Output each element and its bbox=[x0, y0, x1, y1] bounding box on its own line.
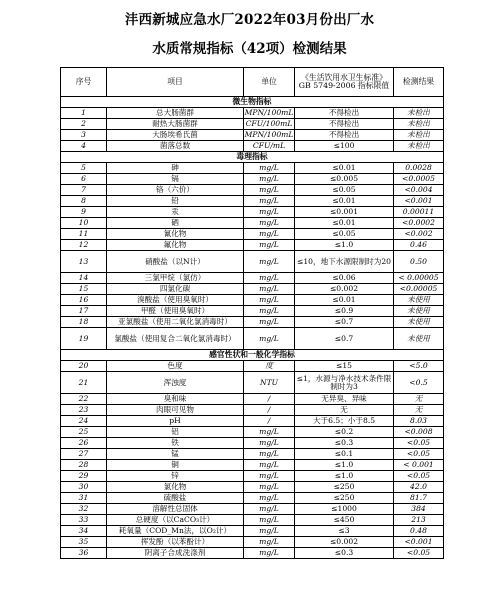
row-limit: ≤0.7 bbox=[295, 317, 394, 328]
row-result: 未检出 bbox=[394, 141, 444, 152]
row-limit: ≤450 bbox=[295, 515, 394, 526]
row-unit: NTU bbox=[244, 372, 295, 394]
row-limit: ≤0.9 bbox=[295, 306, 394, 317]
header-no: 序号 bbox=[61, 68, 107, 97]
row-result: 8.03 bbox=[394, 416, 444, 427]
row-limit: ≤0.06 bbox=[295, 273, 394, 284]
row-no: 19 bbox=[61, 328, 107, 350]
report-subtitle: 水质常规指标（42项）检测结果 bbox=[152, 41, 347, 57]
table-row bbox=[61, 240, 444, 251]
table-row bbox=[61, 108, 444, 119]
row-item: 锌 bbox=[107, 471, 244, 482]
row-unit: mg/L bbox=[244, 317, 295, 328]
table-row bbox=[61, 515, 444, 526]
table-row bbox=[61, 372, 444, 394]
row-limit: ≤0.01 bbox=[295, 163, 394, 174]
table-row bbox=[61, 361, 444, 372]
row-no: 18 bbox=[61, 317, 107, 328]
row-no: 23 bbox=[61, 405, 107, 416]
row-item: 镉 bbox=[107, 174, 244, 185]
row-result: 未检出 bbox=[394, 130, 444, 141]
row-limit: ≤250 bbox=[295, 493, 394, 504]
row-unit: mg/L bbox=[244, 515, 295, 526]
row-unit: mg/L bbox=[244, 229, 295, 240]
row-unit: mg/L bbox=[244, 174, 295, 185]
section-title: 感官性状和一般化学指标 bbox=[61, 350, 444, 361]
row-item: 浑浊度 bbox=[107, 372, 244, 394]
row-unit: CFU/mL bbox=[244, 141, 295, 152]
table-row bbox=[61, 405, 444, 416]
table-row bbox=[61, 174, 444, 185]
row-limit: ≤15 bbox=[295, 361, 394, 372]
row-no: 10 bbox=[61, 218, 107, 229]
row-unit: mg/L bbox=[244, 284, 295, 295]
row-result: < 0.001 bbox=[394, 460, 444, 471]
row-limit: 不得检出 bbox=[295, 108, 394, 119]
table-row bbox=[61, 163, 444, 174]
row-unit: MPN/100mL bbox=[244, 130, 294, 139]
table-row bbox=[61, 493, 444, 504]
row-no: 5 bbox=[61, 163, 107, 174]
row-item: 色度 bbox=[107, 361, 244, 372]
row-no: 6 bbox=[61, 174, 107, 185]
row-result: <0.002 bbox=[394, 229, 444, 240]
row-item: 砷 bbox=[107, 163, 244, 174]
header-standard: 《生活饮用水卫生标准》 GB 5749-2006 指标限值 bbox=[295, 68, 394, 97]
row-result: <0.05 bbox=[394, 471, 444, 482]
row-result: 213 bbox=[394, 515, 444, 526]
table-row bbox=[61, 273, 444, 284]
section-title: 微生物指标 bbox=[61, 97, 444, 108]
row-no: 16 bbox=[61, 295, 107, 306]
row-unit: mg/L bbox=[244, 207, 295, 218]
row-no: 8 bbox=[61, 196, 107, 207]
row-limit: ≤3 bbox=[295, 526, 394, 537]
row-result: <0.001 bbox=[394, 196, 444, 207]
row-no: 11 bbox=[61, 229, 107, 240]
table-row bbox=[61, 119, 444, 130]
row-unit: mg/L bbox=[244, 548, 295, 559]
header-item: 项目 bbox=[107, 68, 244, 97]
table-body bbox=[61, 97, 444, 559]
row-item: 总硬度（以CaCO₃计） bbox=[107, 515, 244, 526]
row-limit: ≤0.01 bbox=[295, 295, 394, 306]
row-item: 硝酸盐（以N计） bbox=[107, 251, 244, 273]
row-no: 33 bbox=[61, 515, 107, 526]
row-item: 硫酸盐 bbox=[107, 493, 244, 504]
row-result: <0.05 bbox=[394, 438, 444, 449]
row-result: 384 bbox=[394, 504, 444, 515]
row-no: 29 bbox=[61, 471, 107, 482]
row-limit: ≤0.7 bbox=[295, 328, 394, 350]
header-result: 检测结果 bbox=[394, 68, 444, 97]
row-limit: ≤0.2 bbox=[295, 427, 394, 438]
row-item: 耗氧量（COD_Mn法，以O₂计） bbox=[107, 526, 244, 537]
row-unit: mg/L bbox=[244, 306, 295, 317]
row-unit: mg/L bbox=[244, 504, 295, 515]
row-no: 14 bbox=[61, 273, 107, 284]
row-no: 31 bbox=[61, 493, 107, 504]
row-limit: ≤1，水源与净水技术条件限制时为3 bbox=[295, 372, 394, 394]
row-limit: 不得检出 bbox=[295, 130, 394, 141]
row-result: 0.50 bbox=[394, 251, 444, 273]
row-unit: mg/L bbox=[244, 295, 295, 306]
section-header-row bbox=[61, 97, 444, 108]
row-unit: mg/L bbox=[244, 163, 295, 174]
row-item: 汞 bbox=[107, 207, 244, 218]
row-item: 肉眼可见物 bbox=[107, 405, 244, 416]
table-row bbox=[61, 130, 444, 141]
row-unit: mg/L bbox=[244, 240, 295, 251]
report-title: 沣西新城应急水厂2022年03月份出厂水 bbox=[124, 12, 375, 28]
row-no: 34 bbox=[61, 526, 107, 537]
row-limit: ≤1.0 bbox=[295, 460, 394, 471]
row-limit: ≤0.01 bbox=[295, 218, 394, 229]
row-limit: ≤10，地下水源限制时为20 bbox=[295, 251, 394, 273]
section-header-row bbox=[61, 350, 444, 361]
row-unit: mg/L bbox=[244, 273, 295, 284]
row-result: <0.0002 bbox=[394, 218, 444, 229]
row-limit: ≤0.05 bbox=[295, 185, 394, 196]
table-row bbox=[61, 526, 444, 537]
table-row bbox=[61, 537, 444, 548]
row-limit: ≤0.005 bbox=[295, 174, 394, 185]
row-no: 27 bbox=[61, 449, 107, 460]
row-item: 甲醛（使用臭氧时） bbox=[107, 306, 244, 317]
header-unit: 单位 bbox=[244, 68, 295, 97]
table-row bbox=[61, 427, 444, 438]
row-result: 0.0028 bbox=[394, 163, 444, 174]
row-no: 24 bbox=[61, 416, 107, 427]
row-item: 氰化物 bbox=[107, 229, 244, 240]
row-item: 阴离子合成洗涤剂 bbox=[107, 548, 244, 559]
row-result: <0.001 bbox=[394, 537, 444, 548]
row-limit: ≤100 bbox=[295, 141, 394, 152]
row-unit: mg/L bbox=[244, 482, 295, 493]
table-header-row bbox=[61, 68, 444, 97]
table-row bbox=[61, 317, 444, 328]
row-result: <0.05 bbox=[394, 449, 444, 460]
row-limit: 无 bbox=[295, 405, 394, 416]
row-item: 亚氯酸盐（使用二氧化氯消毒时） bbox=[107, 317, 244, 328]
row-limit: 不得检出 bbox=[295, 119, 394, 130]
table-row bbox=[61, 218, 444, 229]
row-limit: ≤1000 bbox=[295, 504, 394, 515]
row-item: 大肠埃希氏菌 bbox=[107, 130, 244, 141]
row-result: 0.48 bbox=[394, 526, 444, 537]
row-item: 锰 bbox=[107, 449, 244, 460]
row-item: 耐热大肠菌群 bbox=[107, 119, 244, 130]
row-no: 20 bbox=[61, 361, 107, 372]
row-item: 溴酸盐（使用臭氧时） bbox=[107, 295, 244, 306]
row-unit: mg/L bbox=[244, 493, 295, 504]
row-item: 硒 bbox=[107, 218, 244, 229]
row-unit: mg/L bbox=[244, 196, 295, 207]
row-limit: ≤0.01 bbox=[295, 196, 394, 207]
row-item: 铅 bbox=[107, 196, 244, 207]
table-row bbox=[61, 394, 444, 405]
row-unit: / bbox=[244, 405, 295, 416]
row-result: 0.46 bbox=[394, 240, 444, 251]
row-limit: ≤1.0 bbox=[295, 471, 394, 482]
row-item: 铁 bbox=[107, 438, 244, 449]
row-no: 30 bbox=[61, 482, 107, 493]
row-limit: ≤0.05 bbox=[295, 229, 394, 240]
row-no: 21 bbox=[61, 372, 107, 394]
row-item: 铜 bbox=[107, 460, 244, 471]
row-no: 36 bbox=[61, 548, 107, 559]
row-no: 22 bbox=[61, 394, 107, 405]
row-limit: ≤250 bbox=[295, 482, 394, 493]
row-result: <0.008 bbox=[394, 427, 444, 438]
row-unit: MPN/100mL bbox=[244, 108, 294, 117]
row-unit: mg/L bbox=[244, 218, 295, 229]
row-no: 17 bbox=[61, 306, 107, 317]
row-item: 氟化物 bbox=[107, 240, 244, 251]
row-result: 未使用 bbox=[394, 317, 444, 328]
table-row bbox=[61, 438, 444, 449]
table-row bbox=[61, 482, 444, 493]
row-unit: / bbox=[244, 416, 295, 427]
table-row bbox=[61, 251, 444, 273]
row-result: <5.0 bbox=[394, 361, 444, 372]
row-no: 32 bbox=[61, 504, 107, 515]
section-title: 毒理指标 bbox=[61, 152, 444, 163]
row-result: 未使用 bbox=[394, 306, 444, 317]
row-result: 81.7 bbox=[394, 493, 444, 504]
row-unit: 度 bbox=[244, 361, 295, 372]
row-result: 未使用 bbox=[394, 295, 444, 306]
row-item: 铬（六价） bbox=[107, 185, 244, 196]
row-item: 氯化物 bbox=[107, 482, 244, 493]
row-item: 氯酸盐（使用复合二氧化氯消毒时） bbox=[107, 328, 244, 350]
row-unit: mg/L bbox=[244, 427, 295, 438]
row-no: 9 bbox=[61, 207, 107, 218]
row-no: 12 bbox=[61, 240, 107, 251]
row-limit: ≤1.0 bbox=[295, 240, 394, 251]
row-limit: ≤0.3 bbox=[295, 548, 394, 559]
table-row bbox=[61, 548, 444, 559]
row-unit: / bbox=[244, 394, 295, 405]
row-limit: 无异臭、异味 bbox=[295, 394, 394, 405]
row-result: <0.0005 bbox=[394, 174, 444, 185]
row-item: 四氯化碳 bbox=[107, 284, 244, 295]
table-row bbox=[61, 185, 444, 196]
table-row bbox=[61, 471, 444, 482]
row-no: 3 bbox=[61, 130, 107, 141]
row-unit: mg/L bbox=[244, 438, 295, 449]
row-unit: mg/L bbox=[244, 449, 295, 460]
row-no: 2 bbox=[61, 119, 107, 130]
section-header-row bbox=[61, 152, 444, 163]
row-item: 挥发酚（以苯酚计） bbox=[107, 537, 244, 548]
row-unit: mg/L bbox=[244, 328, 295, 350]
row-limit: ≤0.1 bbox=[295, 449, 394, 460]
table-row bbox=[61, 328, 444, 350]
row-unit: CFU/100mL bbox=[244, 119, 295, 130]
row-result: 0.00011 bbox=[394, 207, 444, 218]
row-result: <0.00005 bbox=[394, 284, 444, 295]
table-row bbox=[61, 141, 444, 152]
results-table bbox=[60, 67, 444, 559]
row-unit: mg/L bbox=[244, 537, 295, 548]
row-unit: mg/L bbox=[244, 471, 295, 482]
row-no: 26 bbox=[61, 438, 107, 449]
row-result: <0.05 bbox=[394, 548, 444, 559]
table-row bbox=[61, 207, 444, 218]
row-result: 未使用 bbox=[394, 328, 444, 350]
table-row bbox=[61, 229, 444, 240]
row-result: < 0.00005 bbox=[394, 273, 444, 284]
row-limit: ≤0.001 bbox=[295, 207, 394, 218]
row-limit: ≤0.002 bbox=[295, 537, 394, 548]
row-limit: ≤0.3 bbox=[295, 438, 394, 449]
row-item: 铝 bbox=[107, 427, 244, 438]
row-no: 25 bbox=[61, 427, 107, 438]
row-result: 未检出 bbox=[394, 119, 444, 130]
row-unit: mg/L bbox=[244, 185, 295, 196]
table-row bbox=[61, 295, 444, 306]
row-item: 菌落总数 bbox=[107, 141, 244, 152]
table-row bbox=[61, 416, 444, 427]
row-no: 7 bbox=[61, 185, 107, 196]
row-item: 臭和味 bbox=[107, 394, 244, 405]
row-result: <0.004 bbox=[394, 185, 444, 196]
row-result: 无 bbox=[394, 394, 444, 405]
row-no: 1 bbox=[61, 108, 107, 119]
row-unit: mg/L bbox=[244, 460, 295, 471]
table-row bbox=[61, 284, 444, 295]
row-result: 无 bbox=[394, 405, 444, 416]
table-row bbox=[61, 504, 444, 515]
row-no: 13 bbox=[61, 251, 107, 273]
table-row bbox=[61, 449, 444, 460]
row-item: 溶解性总固体 bbox=[107, 504, 244, 515]
row-no: 15 bbox=[61, 284, 107, 295]
row-unit: mg/L bbox=[244, 526, 295, 537]
row-no: 35 bbox=[61, 537, 107, 548]
row-no: 28 bbox=[61, 460, 107, 471]
row-item: 总大肠菌群 bbox=[107, 108, 244, 119]
table-row bbox=[61, 460, 444, 471]
row-limit: ≤0.002 bbox=[295, 284, 394, 295]
row-no: 4 bbox=[61, 141, 107, 152]
row-limit: 大于6.5；小于8.5 bbox=[295, 416, 394, 427]
row-result: 未检出 bbox=[394, 108, 444, 119]
row-result: <0.5 bbox=[394, 372, 444, 394]
row-result: 42.0 bbox=[394, 482, 444, 493]
row-item: 三氯甲烷（氯仿） bbox=[107, 273, 244, 284]
row-unit: mg/L bbox=[244, 251, 295, 273]
row-item: pH bbox=[107, 416, 244, 427]
table-row bbox=[61, 306, 444, 317]
table-row bbox=[61, 196, 444, 207]
